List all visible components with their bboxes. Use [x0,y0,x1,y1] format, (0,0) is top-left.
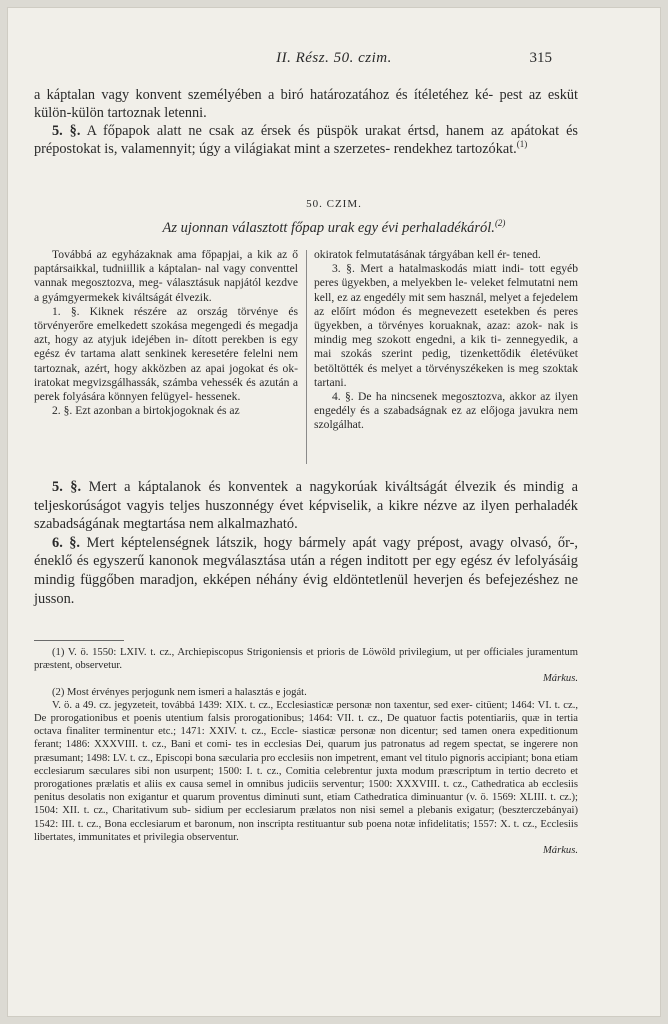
chapter-title-text: Az ujonnan választott főpap urak egy évi perhaladékáról. [162,220,495,236]
continuation-paragraph: a káptalan vagy konvent személyében a biró határozatához és ítéletéhez ké- pest az esküt külön-külön tartoznak letenni. [34,87,578,121]
footnote-ref: (1) [516,139,528,150]
left-paragraph: 2. §. Ezt azonban a birtokjogoknak és az [52,404,240,418]
section-text: Mert a káptalanok és konventek a nagykorúak kiváltságát élvezik és mindig a teljeskorúságot vagyis teljes huszonnégy évet képviselik, a kikre nézve az ilyen perhaladék szabadságának megtartása nem alkalmazható. [34,479,578,533]
footnote-2-body: V. ö. a 49. cz. jegyzeteit, továbbá 1439: XIX. t. cz., Ecclesiasticæ personæ non taxentur, sed exer- citüent; 1464: VI. t. cz., De prorogationibus et poenis utentium falsis prorogationibus; 1464: VII. t. cz., De quatuor factis potentiariis, quæ in tertia octava finaliter terminentur etc.; 1471: XXIV. t. cz., Eccle- siasticæ personæ non dicentur; sed tamen onera expeditionum ferant; 1486: XXXVIII. t. cz., Bani et comi- tes in ecclesias Dei, quarum jus patronatus ad regem spectat, se ingerere non præsumant; 1498: LV. t. cz., Episcopi bona sæcularia pro ecclesiis non impetrent, emant vel titulo pignoris accipiant; bona etiam ecclesiarum sæculares sibi non usurpent; 1500: I. t. cz., Comitia celebrentur juxta modum præscriptum in tertio decreto et prorogationes prælatis et aliis ex causa semel in omnibus judiciis serventur; 1500: XXXVIII. t. cz., Cathedratica ab ecclesiis penitus desolatis non exigantur et quarum proventus diminuti sunt, etiam Cathedratica diminuantur (v. ö. 1569: XLIII. t. cz.); 1504: XII. t. cz., Charitativum sub- sidium per ecclesiarum prælatos non nisi semel a plebanis exigatur; (beszterczebányai) 1542: III. t. cz., Bona ecclesiarum et baronum, non inscripta restituantur sub poena notæ infidelitatis; 1557: X. t. cz., Ecclesiis libertates, immunitates et privilegia observentur. [34,699,578,843]
page-header [8,50,660,70]
section-6-paragraph [34,534,578,608]
bottom-text-block [34,478,578,608]
footnote-mark: (1) [52,647,65,658]
section-5b-paragraph [34,478,578,534]
footnote-signature: Márkus. [542,673,578,685]
two-column-section [34,248,578,470]
left-paragraph: 1. §. Kiknek részére az ország törvénye és törvényerőre emelkedett szokása megengedi és megadja azt, hogy az atyjuk idejében in- dított perekben is egy egész év tartama alatt senkinek keresetére felelni nem tartoznak, azért, hogy akközben az apai jogokat és ok- iratokat megvizsgálhassák, számba vehessék és azután a perek folyására könnyen felügyel- hessenek. [34,304,298,404]
chapter-title [8,220,660,237]
left-paragraph: Továbbá az egyházaknak ama főpapjai, a kik az ő paptársaikkal, tudniillik a káptalan- nal vagy conventtel vannak megosztozva, meg- választásuk napjától kezdve a gyámgyermekek kiváltságát élvezik. [34,248,298,304]
column-divider [306,250,307,464]
page-number: 315 [529,50,552,66]
section-mark: 5. §. [52,479,82,495]
running-title: II. Rész. 50. czim. [276,50,392,66]
footnotes [34,646,578,857]
right-column [314,248,578,433]
section-text: A főpapok alatt ne csak az érsek és püspök urakat értsd, hanem az apátokat és prépostokat is, valamennyit; úgy a világiakat mint a szerzetes- rendekhez tartozókat. [34,123,578,157]
chapter-number: 50. CZIM. [306,198,362,210]
footnote-ref: (2) [494,218,506,229]
right-paragraph: okiratok felmutatásának tárgyában kell ér- tened. [314,248,541,261]
footnote-rule [34,640,124,641]
left-column [34,248,298,418]
footnote-1 [34,646,578,672]
footnote-text: Most érvényes perjogunk nem ismeri a halasztás e jogát. [67,686,307,698]
footnote-2 [34,686,578,699]
footnote-mark: (2) [52,686,65,698]
section-text: Mert képtelenségnek látszik, hogy bármely apát vagy prépost, avagy olvasó, őr-, éneklő és egyszerű kanonok megválasztása után a régen inditott per egy egész év lefolyásáig mindig függőben maradjon, ekképen néhány évig eldöntetlenül heverjen és befejezéshez ne jusson. [34,534,578,607]
right-paragraph: 4. §. De ha nincsenek megosztozva, akkor az ilyen engedély és a szabadságnak ez az előjoga javukra nem szolgálhat. [314,390,578,432]
section-mark: 6. §. [52,534,81,551]
footnote-signature: Márkus. [542,845,578,857]
footnote-text: V. ö. 1550: LXIV. t. cz., Archiepiscopus Strigoniensis et prioris de Löwöld privilegium, ut per officiales juramentum præstent, observetur. [34,647,578,672]
section-5-paragraph [34,122,578,158]
section-mark: 5. §. [52,123,81,139]
right-paragraph: 3. §. Mert a hatalmaskodás miatt indi- tott egyéb peres ügyekben, a melyekben le- veleket felmutatni nem kell, ez az engedély mit sem használ, melyet a fejedelem az előírt módon és megnevezett esetekben és peres ügyekben, a törvényes koruaknak, azaz: azok- nak is mindig meg szokott engedni, a kik ti- zennegyedik, a mai szokás szerint pedig, tizenkettődik életévüket betöltötték és melyet a törvényszékeken is meg szoktak tartani. [314,262,578,389]
book-page [8,8,660,1016]
top-text-block [34,86,578,158]
